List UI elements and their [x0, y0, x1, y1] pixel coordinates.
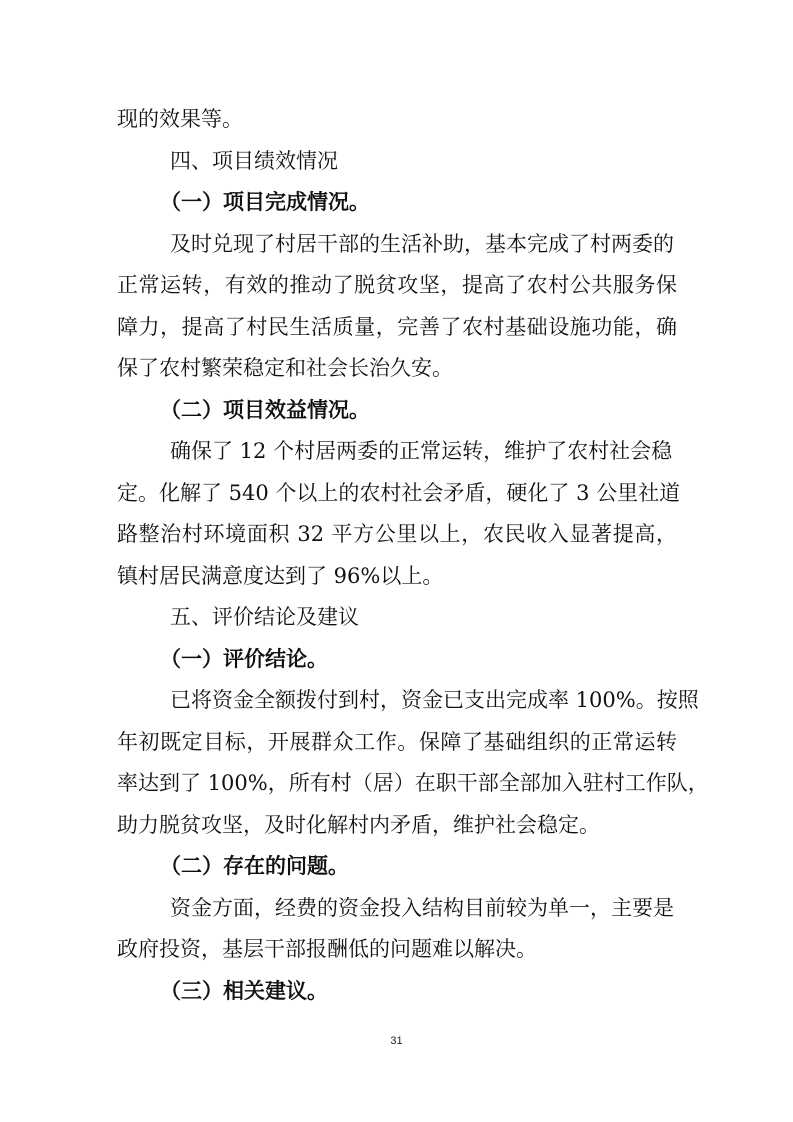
text-line: 正常运转，有效的推动了脱贫攻坚，提高了农村公共服务保 — [117, 273, 677, 297]
section-heading: 四、项目绩效情况 — [170, 148, 338, 173]
text-line: 现的效果等。 — [117, 107, 243, 131]
text-line: 及时兑现了村居干部的生活补助，基本完成了村两委的 — [170, 231, 674, 256]
subsection-heading: （一）评价结论。 — [160, 645, 328, 671]
text-line: 障力，提高了村民生活质量，完善了农村基础设施功能，确 — [117, 314, 677, 339]
page-number: 31 — [390, 1035, 403, 1047]
text-line: 率达到了 100%，所有村（居）在职干部全部加入驻村工作队， — [117, 771, 709, 795]
subsection-heading: （三）相关建议。 — [160, 977, 328, 1003]
text-line: 年初既定目标，开展群众工作。保障了基础组织的正常运转 — [117, 729, 677, 754]
text-line: 镇村居民满意度达到了 96%以上。 — [117, 563, 444, 588]
text-line: 已将资金全额拨付到村，资金已支出完成率 100%。按照 — [170, 688, 699, 712]
section-heading: 五、评价结论及建议 — [170, 605, 359, 629]
text-line: 资金方面，经费的资金投入结构目前较为单一，主要是 — [170, 895, 674, 920]
text-line: 助力脱贫攻坚，及时化解村内矛盾，维护社会稳定。 — [117, 812, 600, 837]
subsection-heading: （一）项目完成情况。 — [160, 189, 370, 214]
subsection-heading: （二）项目效益情况。 — [160, 396, 370, 422]
text-line: 政府投资，基层干部报酬低的问题难以解决。 — [117, 937, 537, 961]
text-line: 定。化解了 540 个以上的农村社会矛盾，硬化了 3 公里社道 — [117, 480, 681, 505]
text-line: 保了农村繁荣稳定和社会长治久安。 — [117, 356, 453, 380]
text-line: 确保了 12 个村居两委的正常运转，维护了农村社会稳 — [170, 439, 673, 463]
text-line: 路整治村环境面积 32 平方公里以上，农民收入显著提高， — [117, 522, 677, 546]
subsection-heading: （二）存在的问题。 — [160, 853, 349, 878]
